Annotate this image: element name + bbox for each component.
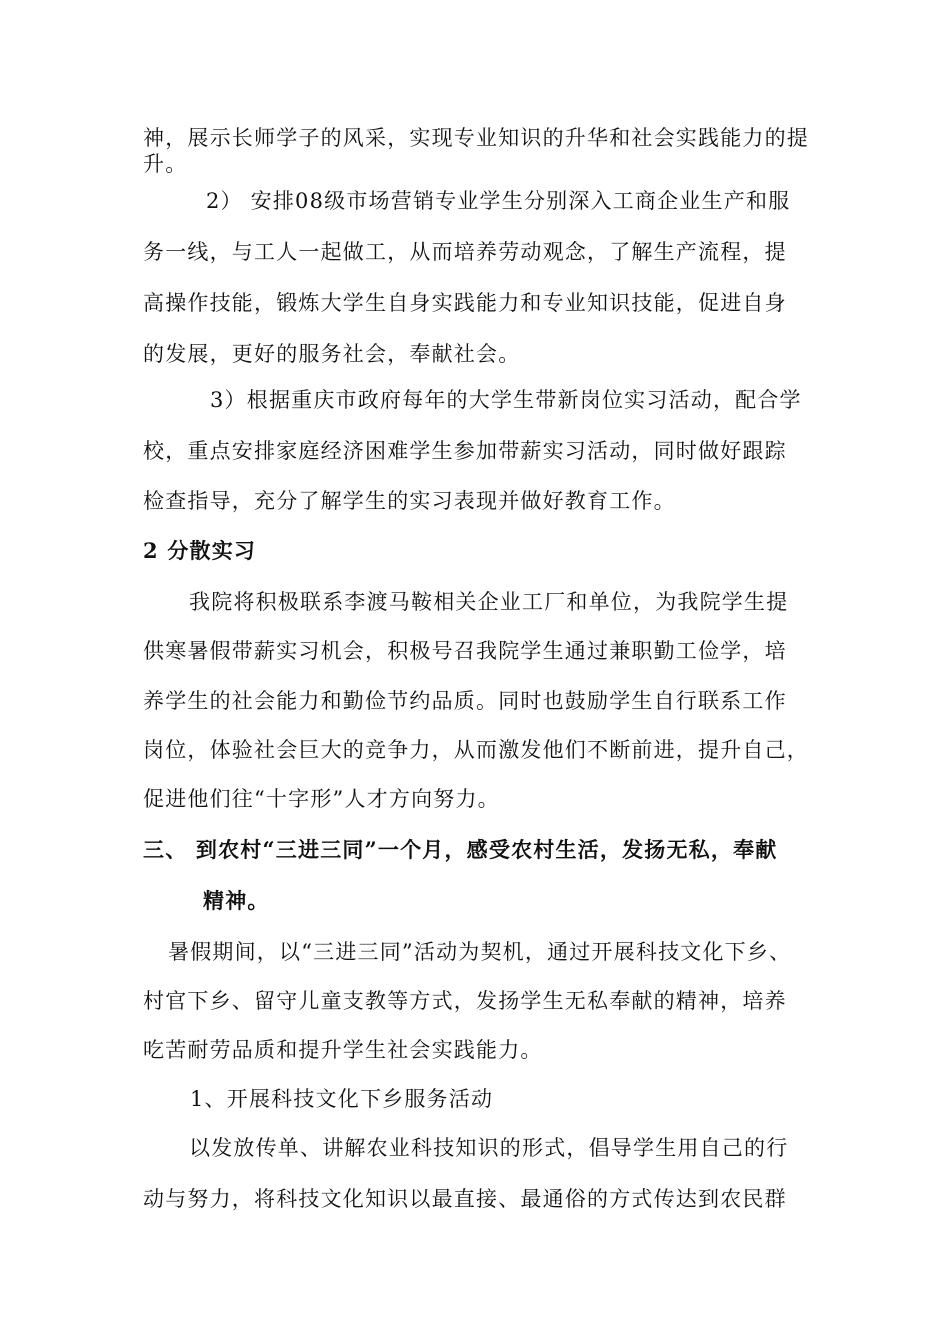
list-item-2-line: 2） 安排08级市场营销专业学生分别深入工商企业生产和服 bbox=[206, 189, 791, 213]
subsection-heading: 1、开展科技文化下乡服务活动 bbox=[190, 1087, 494, 1111]
list-item-3-line: 校，重点安排家庭经济困难学生参加带薪实习活动，同时做好跟踪 bbox=[143, 439, 787, 463]
paragraph-line: 村官下乡、留守儿童支教等方式，发扬学生无私奉献的精神，培养 bbox=[143, 989, 787, 1013]
section-heading-three-cont: 精神。 bbox=[203, 888, 270, 913]
paragraph-line: 供寒暑假带薪实习机会，积极号召我院学生通过兼职勤工俭学，培 bbox=[143, 639, 787, 663]
paragraph-line: 暑假期间，以“三进三同”活动为契机，通过开展科技文化下乡、 bbox=[168, 940, 792, 964]
paragraph-line: 神，展示长师学子的风采，实现专业知识的升华和社会实践能力的提 bbox=[143, 126, 809, 150]
list-item-3-line: 3）根据重庆市政府每年的大学生带新岗位实习活动，配合学 bbox=[210, 388, 802, 412]
paragraph-line: 促进他们往“十字形”人才方向努力。 bbox=[143, 787, 500, 811]
list-item-2-line: 的发展，更好的服务社会，奉献社会。 bbox=[143, 342, 521, 366]
section-heading-scattered-internship: 2 分散实习 bbox=[143, 538, 257, 563]
list-item-2-line: 高操作技能，锻炼大学生自身实践能力和专业知识技能，促进自身 bbox=[143, 291, 787, 315]
paragraph-line: 升。 bbox=[143, 152, 188, 176]
section-heading-three: 三、 到农村“三进三同”一个月，感受农村生活，发扬无私，奉献 bbox=[143, 837, 778, 862]
paragraph-line: 吃苦耐劳品质和提升学生社会实践能力。 bbox=[143, 1038, 543, 1062]
paragraph-line: 动与努力，将科技文化知识以最直接、最通俗的方式传达到农民群 bbox=[143, 1187, 787, 1211]
list-item-2-line: 务一线，与工人一起做工，从而培养劳动观念，了解生产流程，提 bbox=[143, 240, 787, 264]
paragraph-line: 养学生的社会能力和勤俭节约品质。同时也鼓励学生自行联系工作 bbox=[143, 689, 787, 713]
paragraph-line: 岗位，体验社会巨大的竞争力，从而激发他们不断前进，提升自己， bbox=[143, 738, 809, 762]
paragraph-line: 以发放传单、讲解农业科技知识的形式，倡导学生用自己的行 bbox=[189, 1136, 789, 1160]
paragraph-line: 我院将积极联系李渡马鞍相关企业工厂和单位，为我院学生提 bbox=[189, 590, 789, 614]
list-item-3-line: 检查指导，充分了解学生的实习表现并做好教育工作。 bbox=[143, 489, 676, 513]
